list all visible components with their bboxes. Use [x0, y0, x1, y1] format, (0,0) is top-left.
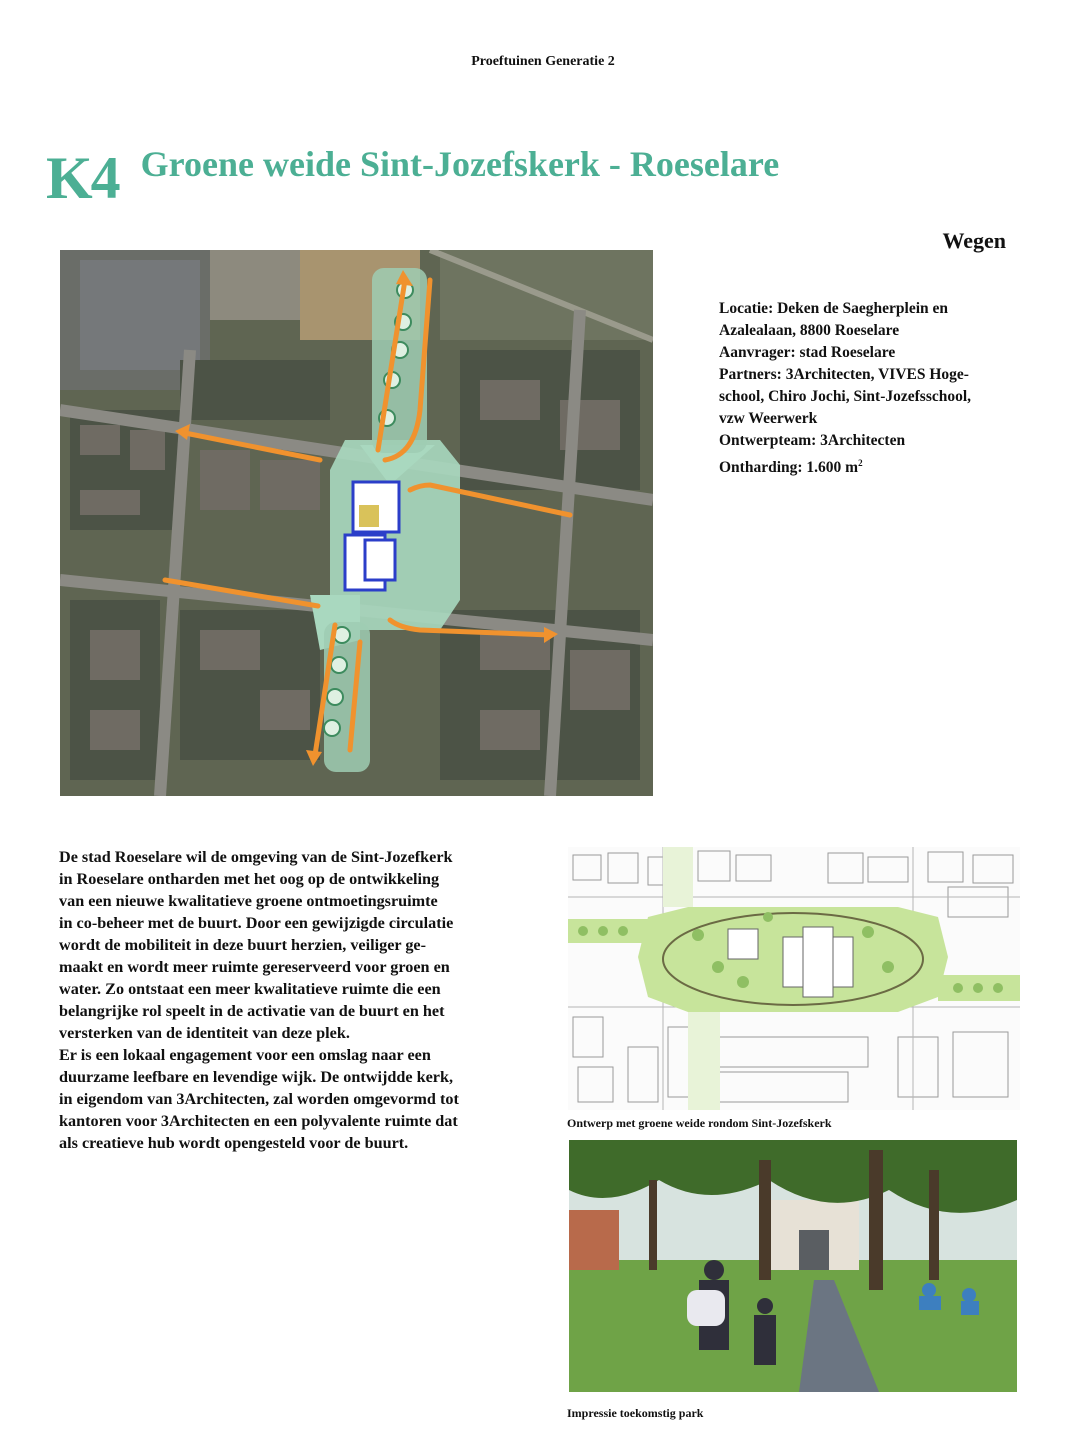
meta-line: Aanvrager: stad Roeselare: [719, 344, 896, 361]
body-line: in eigendom van 3Architecten, zal worden omgevormd tot: [59, 1090, 459, 1108]
body-line: De stad Roeselare wil de omgeving van de Sint-Jozefkerk: [59, 848, 453, 866]
meta-line: school, Chiro Jochi, Sint-Jozefsschool,: [719, 388, 972, 405]
aerial-map-graphic: [60, 250, 653, 796]
body-line: in co-beheer met de buurt. Door een gewijzigde circulatie: [59, 914, 454, 932]
meta-line: Ontwerpteam: 3Architecten: [719, 432, 906, 449]
site-plan-graphic: [568, 847, 1020, 1110]
aerial-map: [60, 250, 653, 796]
body-line: Er is een lokaal engagement voor een omslag naar een: [59, 1046, 431, 1064]
meta-line: vzw Weerwerk: [719, 410, 818, 427]
body-line: wordt de mobiliteit in deze buurt herzien, veiliger ge-: [59, 936, 427, 954]
body-line: kantoren voor 3Architecten en een polyvalente ruimte dat: [59, 1112, 458, 1130]
meta-line: Azalealaan, 8800 Roeselare: [719, 322, 900, 339]
body-line: water. Zo ontstaat een meer kwalitatieve ruimte die een: [59, 980, 441, 998]
body-line: van een nieuwe kwalitatieve groene ontmoetingsruimte: [59, 892, 438, 910]
project-title: Groene weide Sint-Jozefskerk - Roeselare: [140, 144, 780, 184]
site-plan: [568, 847, 1020, 1110]
title-row: [46, 138, 780, 211]
body-line: in Roeselare ontharden met het oog op de ontwikkeling: [59, 870, 440, 888]
body-line: versterken van de identiteit van deze plek.: [59, 1024, 350, 1042]
body-line: maakt en wordt meer ruimte gereserveerd voor groen en: [59, 958, 450, 976]
project-code: K4: [46, 145, 119, 211]
park-impression-photo: [569, 1140, 1017, 1392]
body-line: belangrijke rol speelt in de activatie van de buurt en het: [59, 1002, 445, 1020]
ontharding-line: [719, 452, 1009, 479]
body-line: duurzame leefbare en levendige wijk. De ontwijdde kerk,: [59, 1068, 454, 1086]
ontharding-sup: 2: [858, 458, 863, 468]
park-impression-graphic: [569, 1140, 1017, 1392]
plan-caption: Ontwerp met groene weide rondom Sint-Jozefskerk: [567, 1116, 832, 1130]
body-line: als creatieve hub wordt opengesteld voor de buurt.: [59, 1134, 409, 1152]
meta-line: Partners: 3Architecten, VIVES Hoge-: [719, 366, 969, 383]
running-header: Proeftuinen Generatie 2: [471, 54, 615, 69]
ontharding-text: Ontharding: 1.600 m: [719, 459, 859, 477]
meta-line: Locatie: Deken de Saegherplein en: [719, 300, 949, 317]
body-text: [59, 846, 519, 1154]
project-meta: [719, 298, 1009, 479]
photo-caption: Impressie toekomstig park: [567, 1406, 704, 1420]
category-label: Wegen: [942, 228, 1006, 253]
